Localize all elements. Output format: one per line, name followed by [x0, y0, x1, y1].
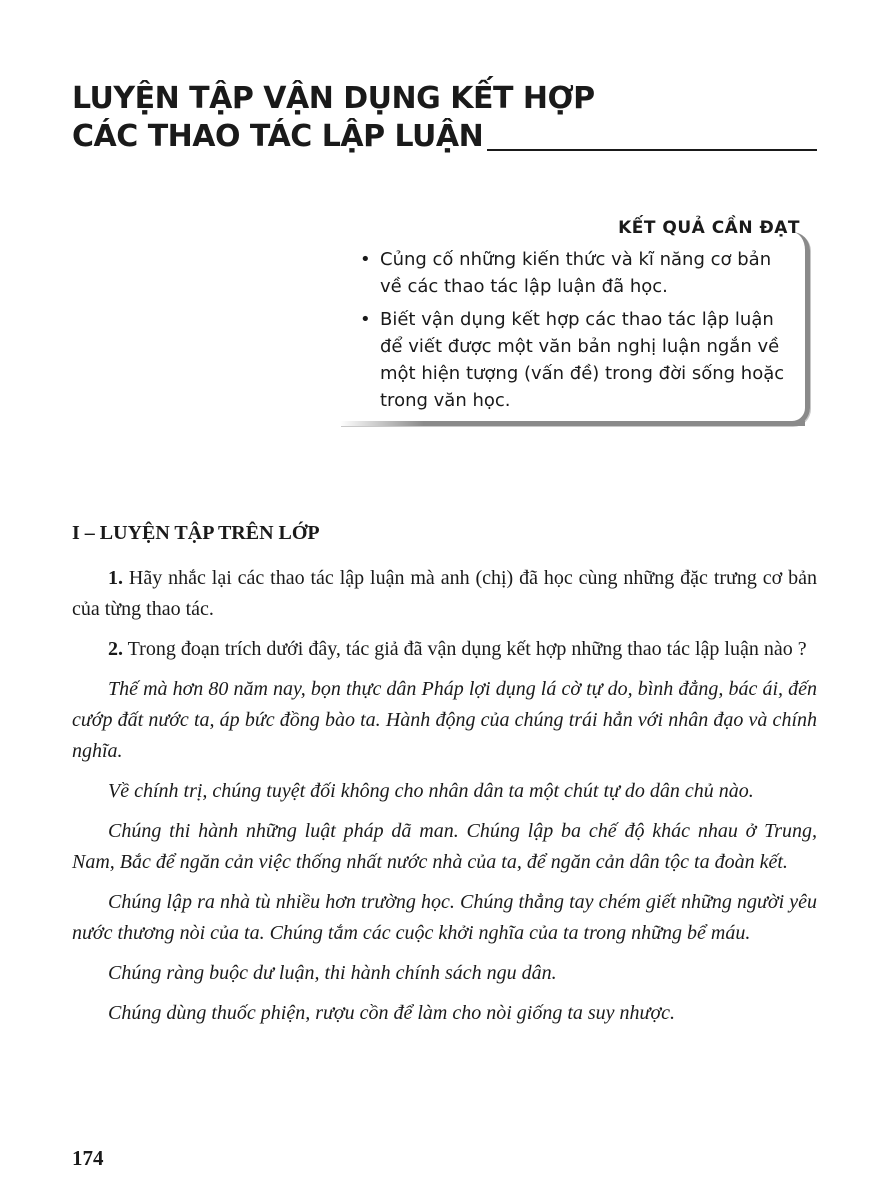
question-1 [72, 563, 817, 625]
section-heading: I – LUYỆN TẬP TRÊN LỚP [72, 522, 320, 544]
question-text: Trong đoạn trích dưới đây, tác giả đã vận dụng kết hợp những thao tác lập luận nào ? [123, 638, 807, 660]
objective-item: • Củng cố những kiến thức và kĩ năng cơ bản về các thao tác lập luận đã học. [358, 246, 790, 300]
question-number: 2. [108, 638, 123, 660]
title-line-2: CÁC THAO TÁC LẬP LUẬN [72, 119, 484, 154]
question-number: 1. [108, 567, 123, 589]
title-rule [487, 149, 817, 151]
excerpt-paragraph: Chúng lập ra nhà tù nhiều hơn trường học. Chúng thẳng tay chém giết những người yêu nước thương nòi của ta. Chúng tắm các cuộc khởi nghĩa của ta trong những bể máu. [72, 891, 817, 944]
objective-item: • Biết vận dụng kết hợp các thao tác lập luận để viết được một văn bản nghị luận ngắn về một hiện tượng (vấn đề) trong đời sống hoặc trong văn học. [358, 306, 790, 414]
question-2 [72, 634, 817, 665]
excerpt-paragraph: Về chính trị, chúng tuyệt đối không cho nhân dân ta một chút tự do dân chủ nào. [108, 780, 754, 802]
excerpt-paragraph: Chúng dùng thuốc phiện, rượu cồn để làm cho nòi giống ta suy nhược. [108, 1002, 675, 1024]
learning-objectives-box [340, 208, 810, 426]
question-text: Hãy nhắc lại các thao tác lập luận mà anh (chị) đã học cùng những đặc trưng cơ bản của từng thao tác. [72, 567, 817, 620]
main-content [72, 518, 817, 1038]
title-line-1: LUYỆN TẬP VẬN DỤNG KẾT HỢP [72, 81, 595, 116]
page-number: 174 [72, 1146, 104, 1170]
excerpt-paragraph: Chúng thi hành những luật pháp dã man. Chúng lập ba chế độ khác nhau ở Trung, Nam, Bắc để ngăn cản việc thống nhất nước nhà của ta, để ngăn cản dân tộc ta đoàn kết. [72, 820, 817, 873]
page-title [72, 80, 817, 156]
title-line-2-row [72, 118, 817, 156]
objectives-list [358, 246, 790, 420]
excerpt-paragraph: Chúng ràng buộc dư luận, thi hành chính sách ngu dân. [108, 962, 557, 984]
objectives-heading: KẾT QUẢ CẦN ĐẠT [618, 218, 800, 238]
excerpt-paragraph: Thế mà hơn 80 năm nay, bọn thực dân Pháp lợi dụng lá cờ tự do, bình đẳng, bác ái, đến cướp đất nước ta, áp bức đồng bào ta. Hành động của chúng trái hẳn với nhân đạo và chính nghĩa. [72, 678, 817, 762]
